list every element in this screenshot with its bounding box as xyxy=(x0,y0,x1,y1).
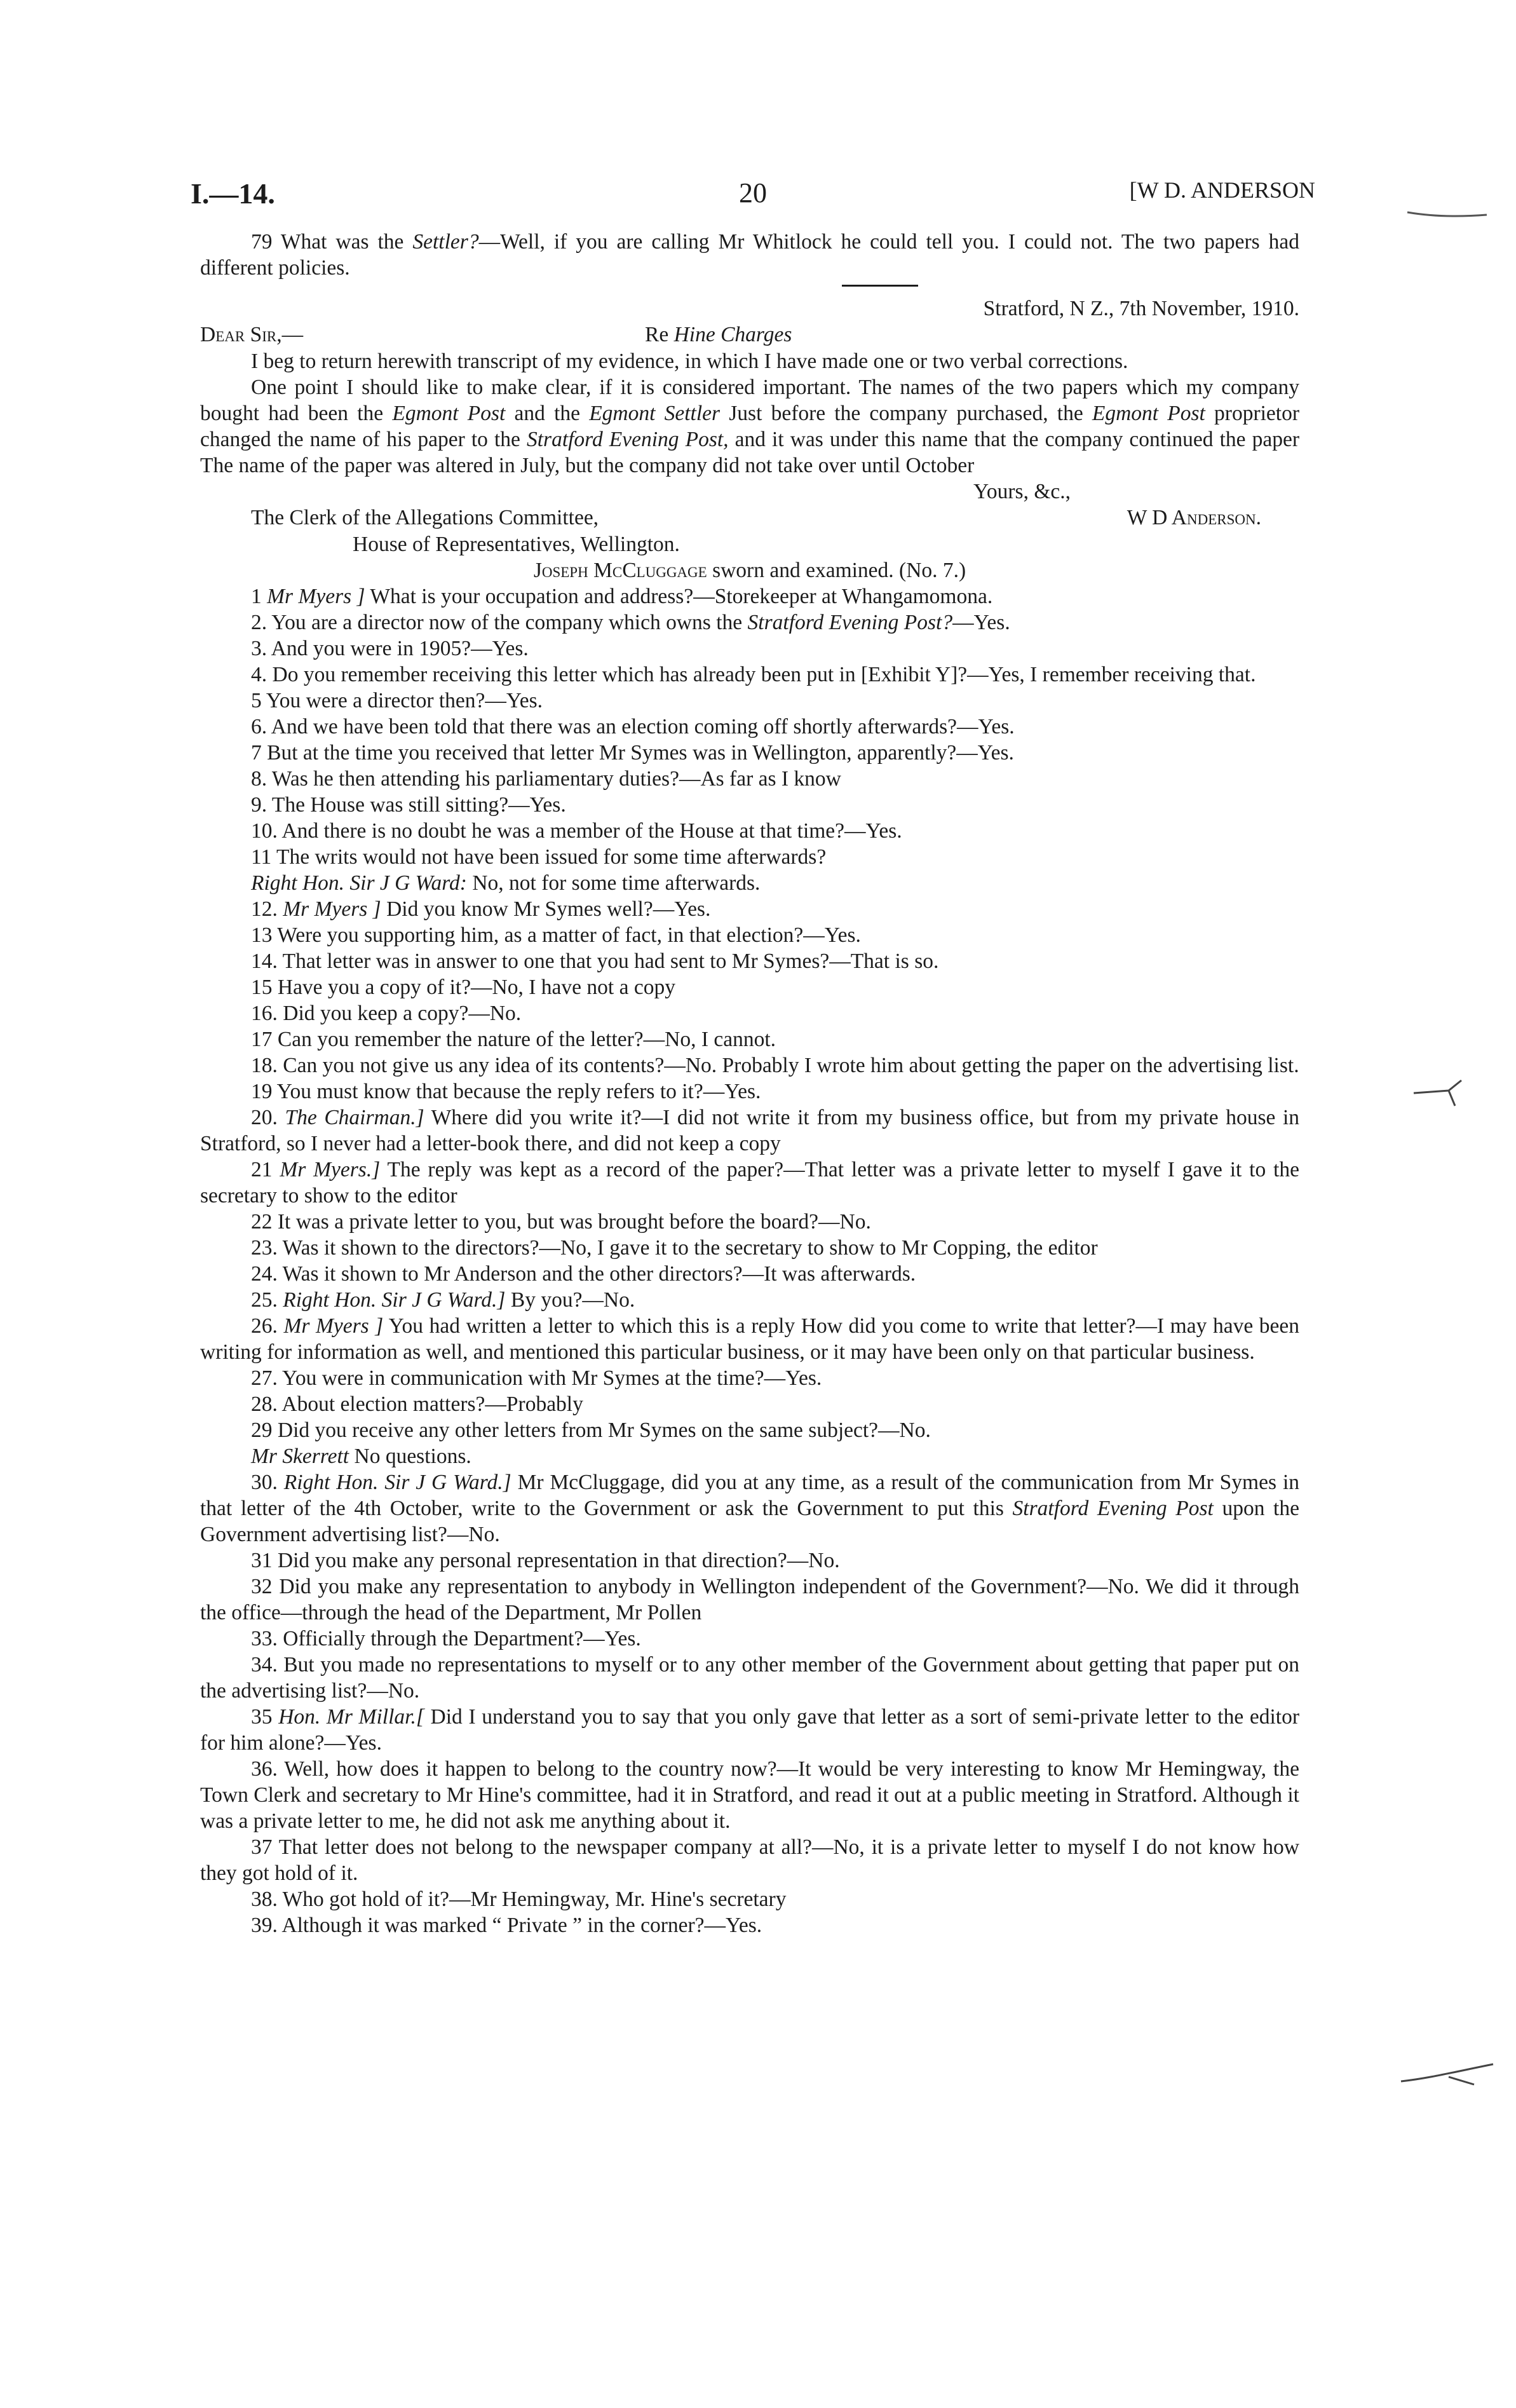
qa-item xyxy=(200,1026,1299,1052)
question-number: 79 xyxy=(251,230,273,254)
question-text: Do you remember receiving this letter which has already been put in [Exhibit Y]?—Yes, I remember receiving that. xyxy=(272,663,1256,686)
qa-item xyxy=(200,1261,1299,1287)
witness-heading: Joseph McCluggage sworn and examined. (No. 7.) xyxy=(533,559,966,582)
question-number: 27. xyxy=(251,1366,283,1390)
speaker-name: Mr Myers ] xyxy=(283,897,381,921)
qa-item xyxy=(200,1157,1299,1209)
qa-item xyxy=(200,636,1299,662)
question-number: 20. xyxy=(251,1106,285,1129)
qa-list xyxy=(200,583,1299,1938)
question-text: That letter does not belong to the newspaper company at all?—No, it is a private letter to myself I do not know how they got hold of it. xyxy=(200,1835,1299,1885)
italic-title: Stratford Evening Post? xyxy=(747,611,953,634)
qa-item xyxy=(200,1287,1299,1313)
qa-item xyxy=(200,1912,1299,1938)
question-text: Did you receive any other letters from Mr Symes on the same subject?—No. xyxy=(277,1418,931,1442)
paper-reference: I.—14. xyxy=(191,177,275,210)
question-number: 17 xyxy=(251,1028,278,1051)
question-number: 6. xyxy=(251,715,271,738)
speaker-name: Hon. Mr Millar.[ xyxy=(278,1705,424,1729)
question-text: Although it was marked “ Private ” in the corner?—Yes. xyxy=(281,1914,762,1937)
question-number: 30. xyxy=(251,1471,284,1494)
question-text: You were in communication with Mr Symes at the time?—Yes. xyxy=(282,1366,822,1390)
letter-closing: Yours, &c., xyxy=(973,480,1071,503)
margin-mark-icon xyxy=(1411,1074,1487,1112)
speaker-name: Right Hon. Sir J G Ward.] xyxy=(283,1288,506,1312)
margin-mark-icon xyxy=(1398,2059,1499,2091)
question-text: You had written a letter to which this is a reply How did you come to write that letter?—I may have been writing for information as well, and mentioned this particular business, or it may have been only on that particular business. xyxy=(200,1314,1300,1364)
letter-recipient: The Clerk of the Allegations Committee, xyxy=(251,506,599,529)
question-text: Did you make any personal representation in that direction?—No. xyxy=(277,1549,840,1572)
speaker-name: Mr Myers ] xyxy=(267,585,365,608)
qa-item xyxy=(200,1886,1299,1912)
question-number: 33. xyxy=(251,1627,283,1650)
speaker-name: Mr Myers ] xyxy=(283,1314,384,1338)
qa-item xyxy=(200,1469,1299,1548)
page-number: 20 xyxy=(739,177,767,208)
question-text: The House was still sitting?—Yes. xyxy=(271,793,566,817)
qa-item xyxy=(200,1756,1299,1834)
qa-item xyxy=(200,870,1299,896)
qa-item xyxy=(200,1078,1299,1105)
question-number: 10. xyxy=(251,819,282,843)
question-number: 9. xyxy=(251,793,272,817)
question-text: It was a private letter to you, but was brought before the board?—No. xyxy=(277,1210,871,1234)
running-header xyxy=(191,177,1315,215)
qa-item: 79 What was the Settler?—Well, if you are calling Mr Whitlock he could tell you. I could not. The two papers had different policies. xyxy=(200,230,1299,280)
letter-recipient-address: House of Representatives, Wellington. xyxy=(353,533,680,556)
qa-item xyxy=(200,1626,1299,1652)
question-number: 1 xyxy=(251,585,267,608)
speaker-name: Right Hon. Sir J G Ward: xyxy=(251,871,467,895)
letter-signature: W D Anderson. xyxy=(1127,506,1261,529)
question-text: You are a director now of the company which owns the xyxy=(271,611,748,634)
qa-item xyxy=(200,1574,1299,1626)
question-number: 13 xyxy=(251,923,278,947)
question-text: Where did you write it?—I did not write it from my business office, but from my private house in Stratford, so I never had a letter-book there, and did not keep a copy xyxy=(200,1106,1300,1155)
qa-item xyxy=(200,974,1299,1000)
qa-item xyxy=(200,1548,1299,1574)
question-number: 11 xyxy=(251,845,277,869)
question-number: 31 xyxy=(251,1549,278,1572)
qa-item xyxy=(200,1652,1299,1704)
qa-item xyxy=(200,1365,1299,1391)
question-number: 24. xyxy=(251,1262,283,1286)
qa-item xyxy=(200,714,1299,740)
question-number: 34. xyxy=(251,1653,284,1677)
question-text: But you made no representations to myself or to any other member of the Government about getting that paper put on the advertising list?—No. xyxy=(200,1653,1299,1703)
question-number: 19 xyxy=(251,1080,277,1103)
letter-paragraph: I beg to return herewith transcript of my evidence, in which I have made one or two verbal corrections. xyxy=(251,350,1128,373)
qa-item xyxy=(200,1105,1299,1157)
speaker-name: Mr Skerrett xyxy=(251,1445,349,1468)
qa-item xyxy=(200,1052,1299,1078)
question-text: Can you remember the nature of the letter?—No, I cannot. xyxy=(277,1028,776,1051)
question-number: 15 xyxy=(251,976,278,999)
question-text: No questions. xyxy=(349,1445,471,1468)
qa-item xyxy=(200,1313,1299,1365)
question-number: 28. xyxy=(251,1392,282,1416)
qa-item xyxy=(200,1834,1299,1886)
question-text: But at the time you received that letter Mr Symes was in Wellington, apparently?—Yes. xyxy=(267,741,1014,765)
letter-recipient-row xyxy=(200,505,1299,531)
question-number: 36. xyxy=(251,1757,285,1781)
question-text: That letter was in answer to one that you had sent to Mr Symes?—That is so. xyxy=(282,949,939,973)
question-number: 32 xyxy=(251,1575,280,1598)
question-text: And there is no doubt he was a member of the House at that time?—Yes. xyxy=(281,819,902,843)
witness-header: [W D. ANDERSON xyxy=(1129,177,1315,203)
question-number: 14. xyxy=(251,949,283,973)
question-number: 39. xyxy=(251,1914,282,1937)
qa-item xyxy=(200,1391,1299,1417)
question-text: What is your occupation and address?—Storekeeper at Whangamomona. xyxy=(365,585,993,608)
question-number: 7 xyxy=(251,741,267,765)
question-text: Who got hold of it?—Mr Hemingway, Mr. Hine's secretary xyxy=(282,1888,787,1911)
qa-item xyxy=(200,1235,1299,1261)
question-text: Was he then attending his parliamentary duties?—As far as I know xyxy=(271,767,841,791)
question-text: Did you make any representation to anybody in Wellington independent of the Government?—No. We did it through the office—through the head of the Department, Mr Pollen xyxy=(200,1575,1300,1624)
question-text: And you were in 1905?—Yes. xyxy=(271,637,529,660)
question-number: 26. xyxy=(251,1314,284,1338)
margin-mark-icon xyxy=(1404,203,1493,222)
question-text: No, not for some time afterwards. xyxy=(466,871,761,895)
qa-item xyxy=(200,844,1299,870)
qa-item xyxy=(200,766,1299,792)
question-number: 38. xyxy=(251,1888,283,1911)
qa-item xyxy=(200,1000,1299,1026)
question-number: 5 xyxy=(251,689,266,712)
section-divider xyxy=(842,285,918,287)
qa-item xyxy=(200,948,1299,974)
question-number: 8. xyxy=(251,767,272,791)
qa-item xyxy=(200,688,1299,714)
question-number: 4. xyxy=(251,663,273,686)
qa-item xyxy=(200,792,1299,818)
question-text: You must know that because the reply refers to it?—Yes. xyxy=(276,1080,761,1103)
question-text: You were a director then?—Yes. xyxy=(266,689,543,712)
question-number: 35 xyxy=(251,1705,279,1729)
speaker-name: Right Hon. Sir J G Ward.] xyxy=(283,1471,511,1494)
letter-paragraph: One point I should like to make clear, if it is considered important. The names of the two papers which my company bought had been the Egmont Post and the Egmont Settler Just before the company purchased, the Egmont Post proprietor changed the name of his paper to the Stratford Evening Post, and it was under this name that the company continued the paper The name of the paper was altered in July, but the company did not take over until October xyxy=(200,376,1299,477)
question-number: 3. xyxy=(251,637,271,660)
question-number: 22 xyxy=(251,1210,278,1234)
question-text: The reply was kept as a record of the paper?—That letter was a private letter to myself I gave it to the secretary to show to the editor xyxy=(200,1158,1299,1207)
question-text: Was it shown to Mr Anderson and the other directors?—It was afterwards. xyxy=(282,1262,916,1286)
question-number: 2. xyxy=(251,611,272,634)
question-text: Officially through the Department?—Yes. xyxy=(283,1627,641,1650)
qa-item xyxy=(200,609,1299,636)
question-text: Did I understand you to say that you only gave that letter as a sort of semi-private letter to the editor for him alone?—Yes. xyxy=(200,1705,1299,1755)
qa-item xyxy=(200,1704,1299,1756)
speaker-name: Mr Myers.] xyxy=(280,1158,381,1181)
qa-item xyxy=(200,896,1299,922)
speaker-name: The Chairman.] xyxy=(285,1106,424,1129)
question-text: By you?—No. xyxy=(505,1288,635,1312)
question-text: Well, how does it happen to belong to the country now?—It would be very interesting to know Mr Hemingway, the Town Clerk and secretary to Mr Hine's committee, had it in Stratford, and read it out at a public meeting in Stratford. Although it was a private letter to me, he did not ask me anything about it. xyxy=(200,1757,1299,1833)
letter-subject: Re Hine Charges xyxy=(645,323,792,346)
qa-item xyxy=(200,922,1299,948)
question-text: Can you not give us any idea of its contents?—No. Probably I wrote him about getting the paper on the advertising list. xyxy=(283,1054,1299,1077)
qa-item xyxy=(200,818,1299,844)
question-text: The writs would not have been issued for some time afterwards? xyxy=(276,845,827,869)
question-text: And we have been told that there was an election coming off shortly afterwards?—Yes. xyxy=(271,715,1015,738)
question-number: 29 xyxy=(251,1418,278,1442)
question-number: 12. xyxy=(251,897,283,921)
answer-text: —Yes. xyxy=(952,611,1010,634)
question-text: Was it shown to the directors?—No, I gave it to the secretary to show to Mr Copping, the editor xyxy=(282,1236,1098,1260)
question-number: 16. xyxy=(251,1002,283,1025)
question-number: 18. xyxy=(251,1054,283,1077)
question-number: 37 xyxy=(251,1835,279,1859)
question-text: About election matters?—Probably xyxy=(281,1392,583,1416)
question-text: Did you keep a copy?—No. xyxy=(283,1002,522,1025)
letter-salutation: Dear Sir,— xyxy=(200,323,304,346)
question-text: Were you supporting him, as a matter of fact, in that election?—Yes. xyxy=(277,923,861,947)
qa-item xyxy=(200,740,1299,766)
question-text: Have you a copy of it?—No, I have not a copy xyxy=(277,976,675,999)
qa-item xyxy=(200,662,1299,688)
qa-item xyxy=(200,583,1299,609)
qa-item xyxy=(200,1443,1299,1469)
document-body xyxy=(200,229,1299,1938)
letter-date: Stratford, N Z., 7th November, 1910. xyxy=(983,297,1299,320)
question-text: Did you know Mr Symes well?—Yes. xyxy=(381,897,711,921)
question-text: Mr McCluggage, did you at any time, as a result of the communication from Mr Symes in that letter of the 4th October, write to the Government or ask the Government to put this xyxy=(200,1471,1299,1520)
qa-item xyxy=(200,1417,1299,1443)
question-number: 25. xyxy=(251,1288,283,1312)
answer-text: upon the Government advertising list?—No. xyxy=(200,1497,1299,1546)
italic-title: Stratford Evening Post xyxy=(1012,1497,1214,1520)
question-number: 23. xyxy=(251,1236,283,1260)
letter-salutation-row xyxy=(200,322,1299,348)
qa-item xyxy=(200,1209,1299,1235)
question-number: 21 xyxy=(251,1158,280,1181)
